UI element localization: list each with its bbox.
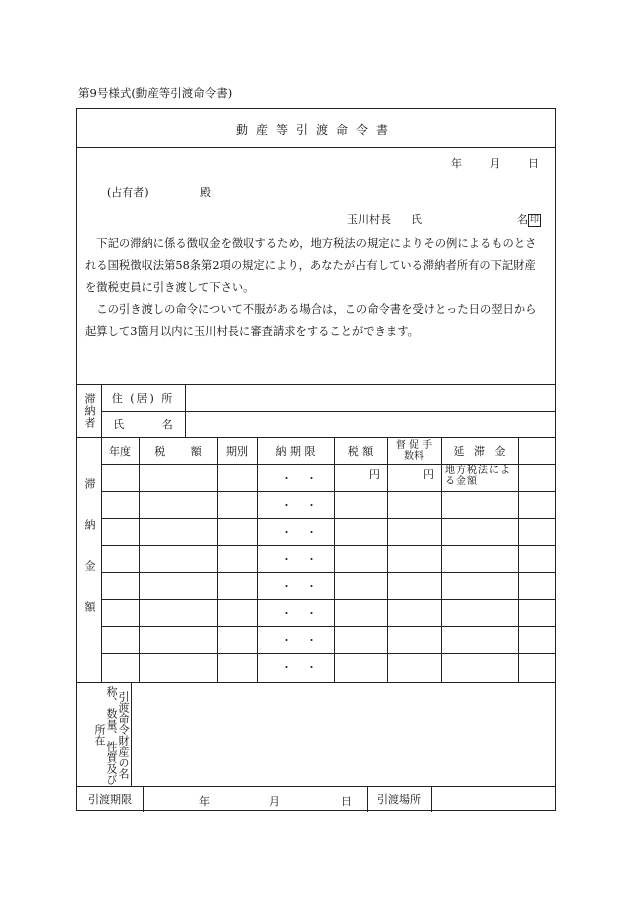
col-period: 期別 <box>226 444 248 458</box>
name-label: 氏 名 <box>113 418 173 431</box>
col-tax: 税 額 <box>347 444 374 458</box>
addressee-label: (占有者) <box>107 186 149 199</box>
divider <box>77 682 555 683</box>
divider <box>143 786 144 812</box>
deadline-day: 日 <box>341 795 352 808</box>
arrears-group-label: 滞納金額 <box>83 477 96 642</box>
divider <box>101 545 555 546</box>
yen-unit: 円 <box>369 468 380 481</box>
col-due-date: 納 期 限 <box>275 444 316 458</box>
delinquent-group-label: 滞納者 <box>83 392 96 429</box>
divider <box>431 786 432 812</box>
divider <box>131 682 132 786</box>
divider <box>217 437 218 682</box>
due-date-placeholder: ・・ <box>281 661 331 674</box>
address-label: 住 (居) 所 <box>111 391 175 405</box>
deadline-month: 月 <box>269 795 280 808</box>
handover-deadline-label: 引渡期限 <box>88 793 132 806</box>
divider <box>101 491 555 492</box>
col-year: 年度 <box>109 444 131 458</box>
divider <box>257 437 258 682</box>
order-form <box>76 108 556 811</box>
divider <box>77 786 555 787</box>
due-date-placeholder: ・・ <box>281 634 331 647</box>
honorific: 殿 <box>200 186 211 199</box>
divider <box>441 437 442 682</box>
divider <box>101 653 555 654</box>
due-date-placeholder: ・・ <box>281 580 331 593</box>
divider <box>77 147 555 148</box>
issuer-name-label: 氏 <box>411 213 422 226</box>
col-reminder-fee: 督 促 手数料 <box>395 439 433 462</box>
seal-mark: 印 <box>529 214 539 225</box>
issuer-title: 玉川村長 <box>347 213 391 226</box>
divider <box>387 437 388 682</box>
divider <box>101 518 555 519</box>
body-paragraph-2: この引き渡しの命令について不服がある場合は，この命令書を受けとった日の翌日から起算して3箇月以内に玉川村長に審査請求をすることができます。 <box>85 303 537 338</box>
due-date-placeholder: ・・ <box>281 526 331 539</box>
yen-unit: 円 <box>423 468 434 481</box>
property-label: 引渡命令財産の名称、数量、性質及び所在 <box>93 685 130 785</box>
due-date-placeholder: ・・ <box>281 553 331 566</box>
due-date-placeholder: ・・ <box>281 607 331 620</box>
document-title: 動産等引渡命令書 <box>235 123 396 137</box>
divider <box>101 437 102 682</box>
due-date-placeholder: ・・ <box>281 472 331 485</box>
col-late-charge: 延 滞 金 <box>453 444 506 458</box>
handover-place-label: 引渡場所 <box>377 793 421 806</box>
col-tax-amount: 税 額 <box>154 444 202 458</box>
due-date-placeholder: ・・ <box>281 499 331 512</box>
divider <box>101 599 555 600</box>
divider <box>518 437 519 682</box>
form-number-label: 第9号様式(動産等引渡命令書) <box>78 86 233 100</box>
late-charge-note: 地方税法による金額 <box>445 465 511 487</box>
issue-date: 年 月 日 <box>451 157 539 170</box>
name-char: 名 <box>517 213 528 226</box>
divider <box>139 437 140 682</box>
issuer-name-label-2 <box>517 211 541 227</box>
body-paragraph-1: 下記の滞納に係る徴収金を徴収するため，地方税法の規定によりその例によるものとされる国税徴収法第58条第2項の規定により，あなたが占有している滞納者所有の下記財産を徴税吏員に引き渡して下さい。 <box>85 237 537 294</box>
divider <box>334 437 335 682</box>
deadline-year: 年 <box>199 795 210 808</box>
divider <box>101 626 555 627</box>
divider <box>101 572 555 573</box>
